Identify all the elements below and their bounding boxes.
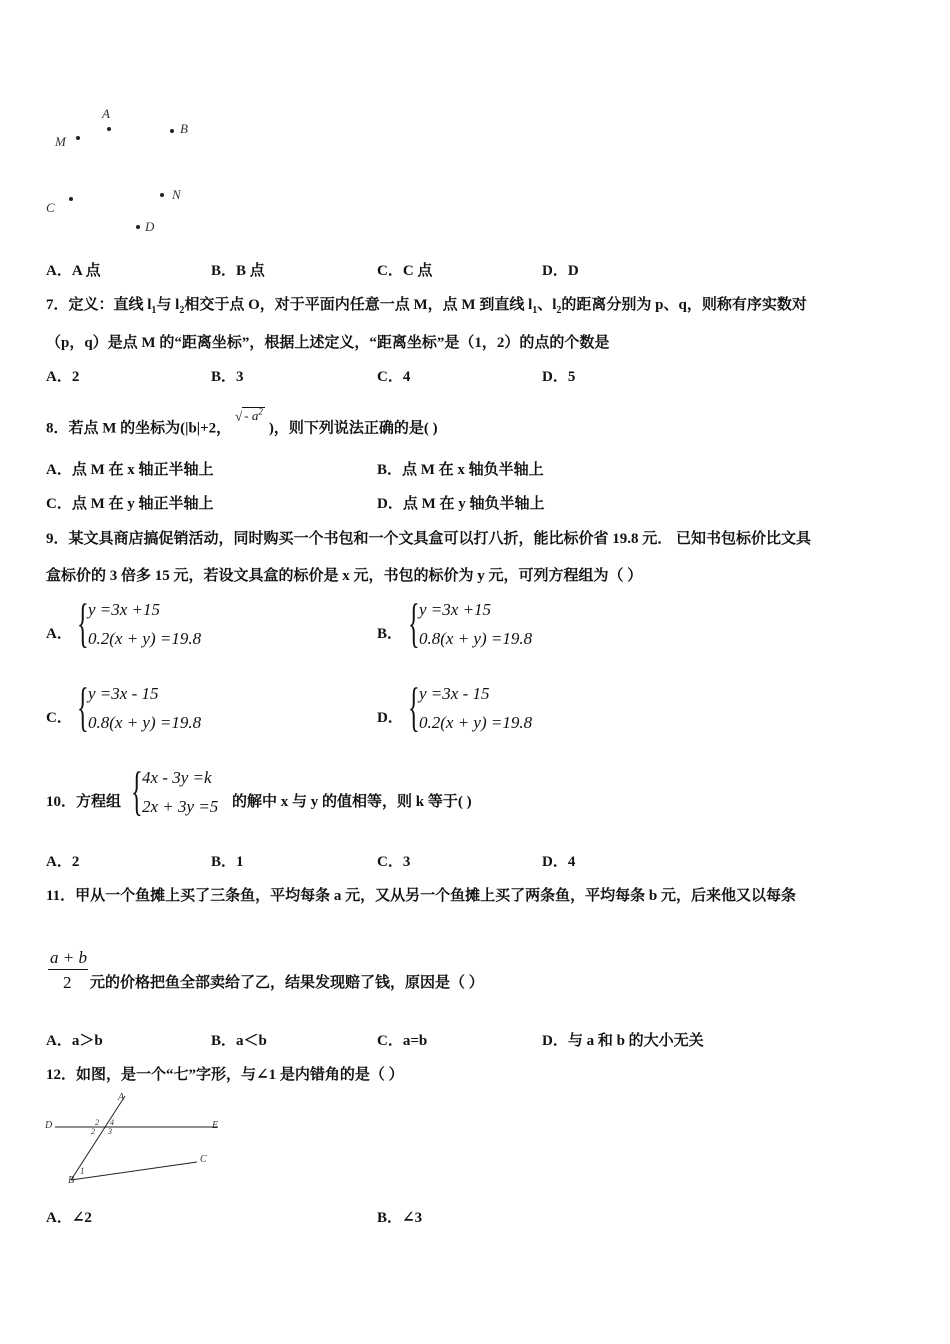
point-m bbox=[76, 136, 80, 140]
q8-option-b: B．点 M 在 x 轴负半轴上 bbox=[377, 462, 544, 478]
q9-stem-line1: 9．某文具商店搞促销活动，同时购买一个书包和一个文具盒可以打八折，能比标价省 19.8 元． 已知书包标价比文具 bbox=[46, 531, 812, 547]
q6-option-c: C．C 点 bbox=[377, 263, 433, 279]
point-label-m: M bbox=[55, 134, 66, 149]
q11-option-c: C．a=b bbox=[377, 1033, 428, 1049]
label-d: D bbox=[45, 1120, 53, 1131]
angle-label-3: 3 bbox=[108, 1127, 112, 1136]
q6-option-b: B．B 点 bbox=[211, 263, 265, 279]
q9-stem-line2: 盒标价的 3 倍多 15 元，若设文具盒的标价是 x 元，书包的标价为 y 元，可列方程组为（ ） bbox=[46, 568, 643, 584]
q8-option-a: A．点 M 在 x 轴正半轴上 bbox=[46, 462, 214, 478]
q10-option-a: A．2 bbox=[46, 854, 80, 870]
q11-option-a: A．a＞b bbox=[46, 1033, 103, 1049]
point-c bbox=[69, 197, 73, 201]
q11-stem-line2: 元的价格把鱼全部卖给了乙，结果发现赔了钱，原因是（ ） bbox=[90, 975, 484, 991]
brace: { bbox=[408, 593, 420, 653]
line-bc bbox=[71, 1162, 197, 1180]
q8-option-c: C．点 M 在 y 轴正半轴上 bbox=[46, 496, 214, 512]
q6-option-d: D．D bbox=[542, 263, 579, 279]
q11-option-d: D．与 a 和 b 的大小无关 bbox=[542, 1033, 704, 1049]
label-e: E bbox=[212, 1120, 219, 1131]
q6-option-a: A．A 点 bbox=[46, 263, 101, 279]
q7-option-b: B．3 bbox=[211, 369, 244, 385]
q7-stem-line2: （p，q）是点 M 的“距离坐标”，根据上述定义，“距离坐标”是（1，2）的点的个数是 bbox=[46, 335, 610, 351]
point-label-d: D bbox=[145, 219, 155, 234]
angle-label-1: 1 bbox=[80, 1166, 85, 1176]
sqrt-expression: √ - $a^2$ bbox=[235, 407, 263, 424]
q7-stem-line1: 7．定义：直线 $l_1$与 $l_2$相交于点 O，对于平面内任意一点 M，点 M 到直线 $l_1$、$l_2$的距离分别为 p、q，则称有序实数对 bbox=[46, 297, 807, 316]
q11-option-b: B．a＜b bbox=[211, 1033, 267, 1049]
brace: { bbox=[408, 677, 420, 737]
brace: { bbox=[77, 593, 89, 653]
brace: { bbox=[131, 761, 143, 821]
q10-option-d: D．4 bbox=[542, 854, 576, 870]
angle-label-4: 4 bbox=[110, 1118, 114, 1127]
q10-option-b: B．1 bbox=[211, 854, 244, 870]
q11-stem-line1: 11．甲从一个鱼摊上买了三条鱼，平均每条 a 元，又从另一个鱼摊上买了两条鱼，平均每条 b 元，后来他又以每条 bbox=[46, 888, 797, 904]
point-label-a: A bbox=[102, 106, 110, 121]
q10-option-c: C．3 bbox=[377, 854, 411, 870]
label-b: B bbox=[68, 1175, 75, 1186]
q8-stem: 8．若点 M 的坐标为(|b|+2，√ - $a^2$)，则下列说法正确的是( ) bbox=[46, 415, 438, 437]
point-label-b: B bbox=[180, 121, 188, 136]
point-b bbox=[170, 129, 174, 133]
label-a: A bbox=[118, 1092, 125, 1103]
q12-stem: 12．如图，是一个“七”字形，与∠1 是内错角的是（ ） bbox=[46, 1067, 404, 1083]
q12-option-b: B．∠3 bbox=[377, 1210, 423, 1226]
q12-option-a: A．∠2 bbox=[46, 1210, 92, 1226]
q7-option-a: A．2 bbox=[46, 369, 80, 385]
point-n bbox=[160, 193, 164, 197]
angle-label-2b: 2 bbox=[91, 1127, 95, 1136]
q8-option-d: D．点 M 在 y 轴负半轴上 bbox=[377, 496, 545, 512]
brace: { bbox=[77, 677, 89, 737]
point-a bbox=[107, 127, 111, 131]
point-label-c: C bbox=[46, 200, 55, 215]
label-c: C bbox=[200, 1154, 207, 1165]
fraction-bar bbox=[48, 969, 88, 970]
seven-shape-diagram bbox=[40, 1090, 270, 1190]
point-d bbox=[136, 225, 140, 229]
angle-label-2: 2 bbox=[95, 1118, 99, 1127]
q7-option-c: C．4 bbox=[377, 369, 411, 385]
q7-option-d: D．5 bbox=[542, 369, 576, 385]
point-label-n: N bbox=[172, 187, 181, 202]
